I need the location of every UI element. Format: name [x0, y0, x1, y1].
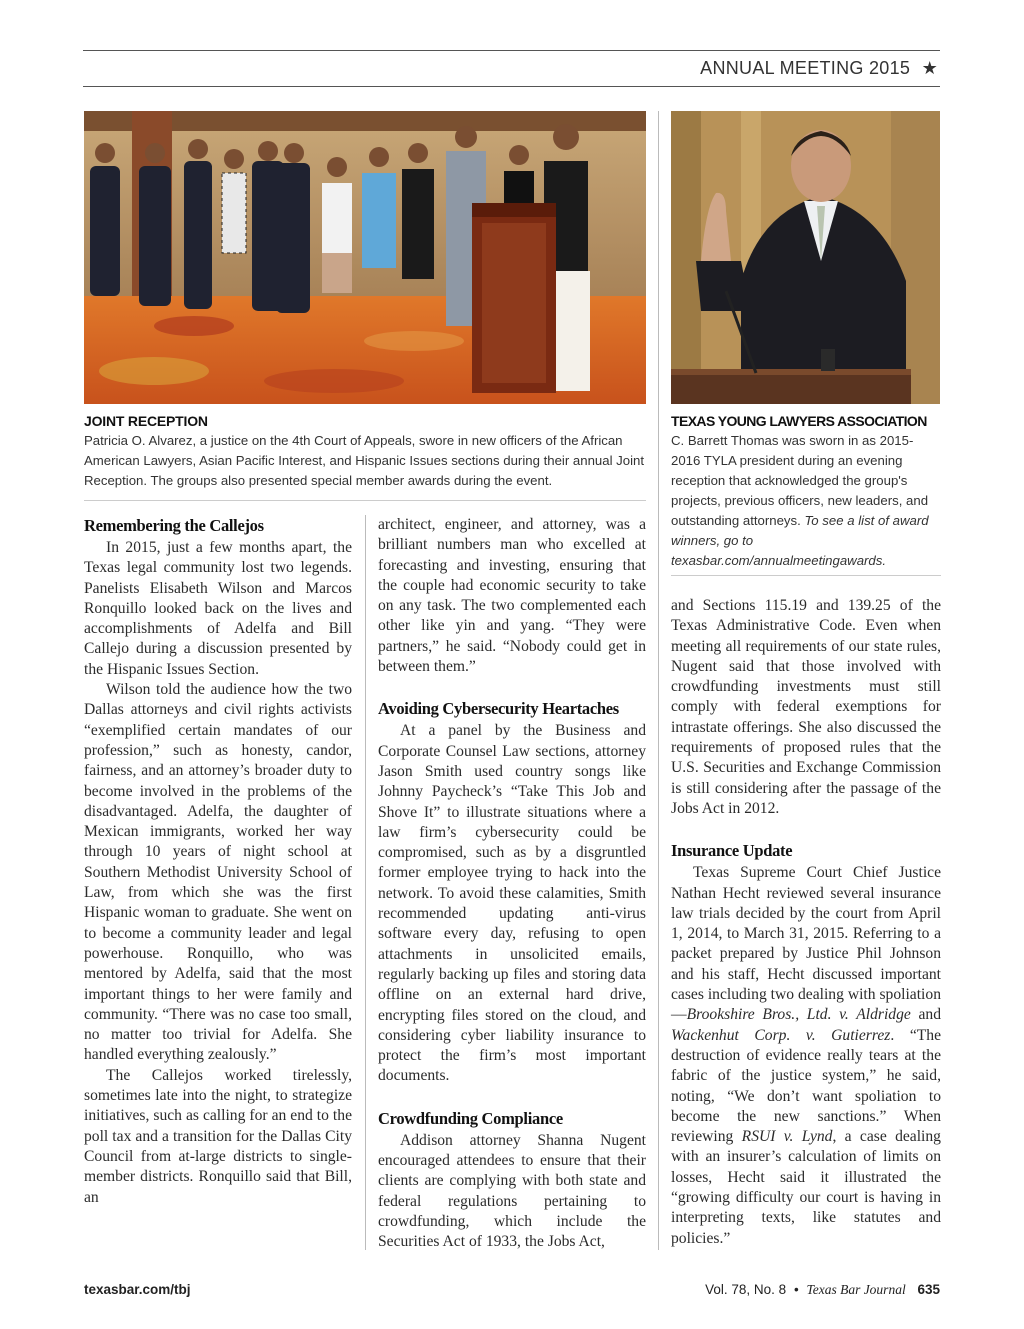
caption-divider-right — [671, 575, 941, 576]
text-run: and — [910, 1006, 941, 1024]
footer-url[interactable]: texasbar.com/tbj — [84, 1282, 191, 1297]
case-name: Brookshire Bros., Ltd. v. Aldridge — [686, 1006, 911, 1024]
caption-body-tyla: C. Barrett Thomas was sworn in as 2015-2016 TYLA president during an evening reception that acknowledged the group's projects, previous officers, new leaders, and outstanding attorneys. — [671, 433, 929, 528]
paragraph: In 2015, just a few months apart, the Texas legal community lost two legends. Panelists Elisabeth Wilson and Marcos Ronquillo looked back on the lives and accomplishments of Adelfa and Bill Callejo during a discussion presented by the Hispanic Issues Section. — [84, 539, 352, 678]
heading-remembering-callejos: Remembering the Callejos — [84, 516, 264, 535]
caption-divider-left — [84, 500, 646, 501]
joint-reception-illustration — [84, 111, 646, 404]
paragraph-continued: architect, engineer, and attorney, was a brilliant numbers man who excelled at forecasting and investing, ensuring that the couple had economic security to take on any task. The two complemented each other like yin and yang. “They were partners,” he said. “Nobody could get in between them.” — [378, 516, 646, 676]
text-run: . “The destruction of evidence really tears at the fabric of the justice system,” he said, noting, “We don’t want spoliation to become the new sanctions.” When reviewing — [671, 1026, 941, 1146]
joint-reception-photo — [84, 111, 646, 404]
journal-name: Texas Bar Journal — [806, 1282, 906, 1297]
paragraph: At a panel by the Business and Corporate Counsel Law sections, attorney Jason Smith used country songs like Johnny Paycheck’s “Take This Job and Shove It” to illustrate situations where a law firm’s cybersecurity could be compromised, such as by a disgruntled former employee trying to hack into the network. To avoid these calamities, Smith recommended updating anti-virus software every day, refusing to open attachments in unsolicited emails, regularly backing up files and storing data offline on an external hard drive, encrypting files stored on the cloud, and considering cyber liability insurance to protect the firm’s most important documents. — [378, 722, 646, 1085]
caption-link-tyla: To see a list of award winners, go to texasbar.com/annualmeetingawards. — [671, 513, 929, 568]
footer-issue — [705, 1282, 940, 1298]
volume-number: Vol. 78, No. 8 — [705, 1282, 787, 1297]
text-run: , a case dealing with an insurer’s calculation of limits on losses, Hecht said it illustrated the “growing difficulty our court is having in interpreting texts, like statutes and policies.” — [671, 1128, 941, 1247]
text-run: Texas Supreme Court Chief Justice Nathan Hecht reviewed several insurance law trials decided by the court from April 1, 2014, to March 31, 2015. Referring to a packet prepared by Justice Phil Johnson and his staff, Hecht discussed important cases including two dealing with spoliation— — [671, 864, 941, 1024]
caption-title-tyla: TEXAS YOUNG LAWYERS ASSOCIATION — [671, 413, 927, 429]
page-number: 635 — [917, 1282, 940, 1297]
paragraph: The Callejos worked tirelessly, sometimes late into the night, to strategize initiatives, such as calling for an end to the poll tax and a transition for the Dallas City Council from at-large districts to single-member districts. Ronquillo said that Bill, an — [84, 1066, 352, 1206]
column-divider-1 — [365, 515, 366, 1250]
column-divider-2 — [658, 111, 659, 1250]
header-rule-top — [83, 50, 940, 51]
article-column-1 — [84, 514, 352, 1208]
paragraph-insurance — [671, 863, 941, 1249]
heading-insurance-update: Insurance Update — [671, 841, 793, 861]
paragraph-continued: and Sections 115.19 and 139.25 of the Texas Administrative Code. Even when meeting all requirements of our state rules, Nugent said that those involved with crowdfunding investments must still comply with federal exemptions for intrastate offerings. She also discussed the requirements of proposed rules that the U.S. Securities and Exchange Commission is still considering after the passage of the Jobs Act in 2012. — [671, 597, 941, 817]
caption-text-joint-reception: Patricia O. Alvarez, a justice on the 4th Court of Appeals, swore in new officers of the African American Lawyers, Asian Pacific Interest, and Hispanic Issues sections during their annual Joint Reception. The groups also presented special member awards during the event. — [84, 433, 645, 488]
heading-crowdfunding: Crowdfunding Compliance — [378, 1108, 563, 1128]
header-rule-bottom — [83, 86, 940, 87]
paragraph: Addison attorney Shanna Nugent encouraged attendees to ensure that their clients are complying with both state and federal regulations pertaining to crowdfunding, which include the Securities Act of 1933, the Jobs Act, — [378, 1131, 646, 1251]
case-name: Wackenhut Corp. v. Gutierrez — [671, 1026, 891, 1044]
article-column-2 — [378, 515, 646, 1253]
case-name: RSUI v. Lynd — [741, 1128, 833, 1146]
caption-text-tyla — [671, 431, 941, 571]
bullet-icon: • — [793, 1282, 799, 1297]
article-column-3 — [671, 596, 941, 1249]
tyla-caption — [671, 411, 941, 571]
star-icon: ★ — [921, 58, 938, 78]
tyla-illustration — [671, 111, 940, 404]
section-title: ANNUAL MEETING 2015 — [700, 58, 911, 78]
heading-cybersecurity: Avoiding Cybersecurity Heartaches — [378, 699, 619, 719]
joint-reception-caption — [84, 411, 646, 491]
caption-title-joint-reception: JOINT RECEPTION — [84, 413, 208, 429]
paragraph: Wilson told the audience how the two Dallas attorneys and civil rights activists “exemplified certain mandates of our profession,” such as honesty, candor, fairness, and an attorney’s broader duty to become involved in the problems of the disadvantaged. Adelfa, the daughter of Mexican immigrants, worked her way through 10 years of night school at Southern Methodist University School of Law, from which she was the first Hispanic woman to graduate. She went on to become a community leader and legal powerhouse. Ronquillo, who was mentored by Adelfa, said that the most important things to her were family and community. “There was no case too small, no matter too trivial for Adelfa. She handled everything zealously.” — [84, 681, 352, 1064]
section-header — [700, 58, 938, 79]
tyla-photo — [671, 111, 940, 404]
